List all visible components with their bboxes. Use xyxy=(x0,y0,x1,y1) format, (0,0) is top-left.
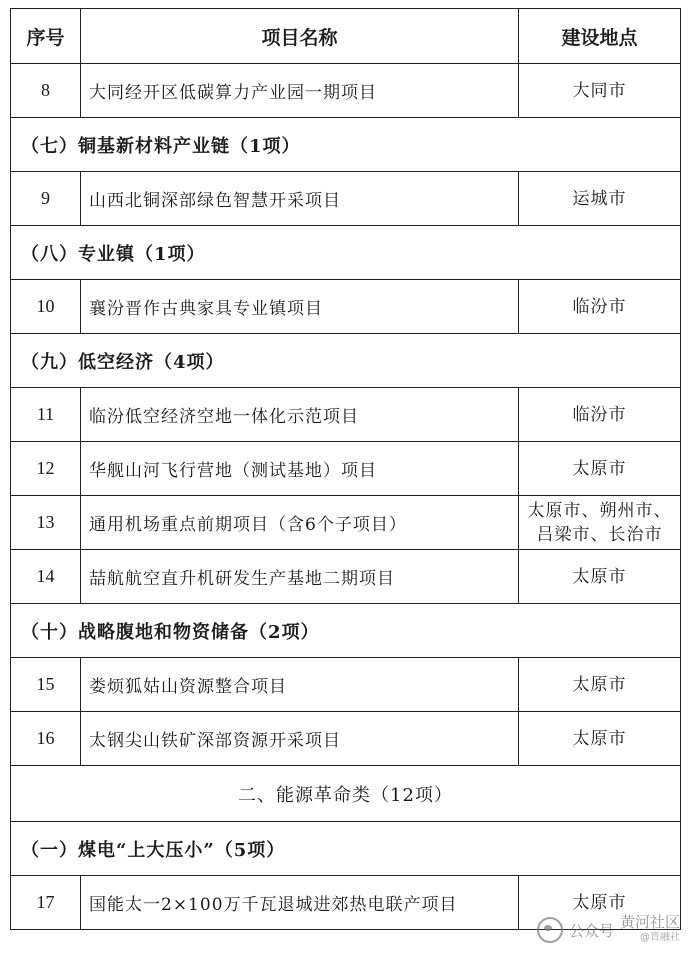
project-location: 太原市、朔州市、吕梁市、长治市 xyxy=(519,496,681,550)
table-row xyxy=(11,442,681,496)
header-no: 序号 xyxy=(11,9,81,64)
section-row xyxy=(11,604,681,658)
watermark-brand-name: 黄河社区 xyxy=(619,913,680,931)
section-row xyxy=(11,822,681,876)
row-number: 9 xyxy=(11,172,81,226)
table-row xyxy=(11,658,681,712)
project-name: 通用机场重点前期项目（含6个子项目） xyxy=(81,496,519,550)
row-number: 8 xyxy=(11,64,81,118)
section-row xyxy=(11,226,681,280)
watermark-brand xyxy=(620,914,680,946)
watermark xyxy=(537,914,680,946)
project-location: 太原市 xyxy=(519,658,681,712)
project-location: 大同市 xyxy=(519,64,681,118)
section-title: （十）战略腹地和物资储备（2项） xyxy=(11,604,681,658)
table-row xyxy=(11,64,681,118)
table-row xyxy=(11,388,681,442)
table-row xyxy=(11,550,681,604)
row-number: 11 xyxy=(11,388,81,442)
project-name: 襄汾晋作古典家具专业镇项目 xyxy=(81,280,519,334)
table-row xyxy=(11,712,681,766)
project-table xyxy=(10,8,681,930)
project-location: 太原市 xyxy=(519,442,681,496)
project-name: 临汾低空经济空地一体化示范项目 xyxy=(81,388,519,442)
project-location: 临汾市 xyxy=(519,388,681,442)
project-location: 太原市 xyxy=(519,550,681,604)
row-number: 13 xyxy=(11,496,81,550)
project-name: 太钢尖山铁矿深部资源开采项目 xyxy=(81,712,519,766)
project-name: 国能太一2×100万千瓦退城进郊热电联产项目 xyxy=(81,876,519,930)
project-name: 娄烦狐姑山资源整合项目 xyxy=(81,658,519,712)
category-title: 二、能源革命类（12项） xyxy=(11,766,681,822)
section-title: （九）低空经济（4项） xyxy=(11,334,681,388)
section-title: （七）铜基新材料产业链（1项） xyxy=(11,118,681,172)
project-name: 大同经开区低碳算力产业园一期项目 xyxy=(81,64,519,118)
row-number: 14 xyxy=(11,550,81,604)
table-row xyxy=(11,280,681,334)
row-number: 16 xyxy=(11,712,81,766)
category-row xyxy=(11,766,681,822)
watermark-text: 公众号 xyxy=(568,921,614,940)
section-row xyxy=(11,334,681,388)
section-title: （一）煤电“上大压小”（5项） xyxy=(11,822,681,876)
project-location: 运城市 xyxy=(519,172,681,226)
table-row xyxy=(11,172,681,226)
header-location: 建设地点 xyxy=(519,9,681,64)
row-number: 17 xyxy=(11,876,81,930)
project-location: 太原市 xyxy=(519,712,681,766)
row-number: 10 xyxy=(11,280,81,334)
table-row xyxy=(11,496,681,550)
project-name: 喆航航空直升机研发生产基地二期项目 xyxy=(81,550,519,604)
project-name: 山西北铜深部绿色智慧开采项目 xyxy=(81,172,519,226)
watermark-brand-sub: @晋融社 xyxy=(640,932,680,943)
row-number: 12 xyxy=(11,442,81,496)
section-title: （八）专业镇（1项） xyxy=(11,226,681,280)
wechat-icon xyxy=(537,917,563,943)
project-location: 临汾市 xyxy=(519,280,681,334)
section-row xyxy=(11,118,681,172)
project-location: 太原市 xyxy=(519,876,681,930)
header-name: 项目名称 xyxy=(81,9,519,64)
table-header-row xyxy=(11,9,681,64)
row-number: 15 xyxy=(11,658,81,712)
project-name: 华舰山河飞行营地（测试基地）项目 xyxy=(81,442,519,496)
